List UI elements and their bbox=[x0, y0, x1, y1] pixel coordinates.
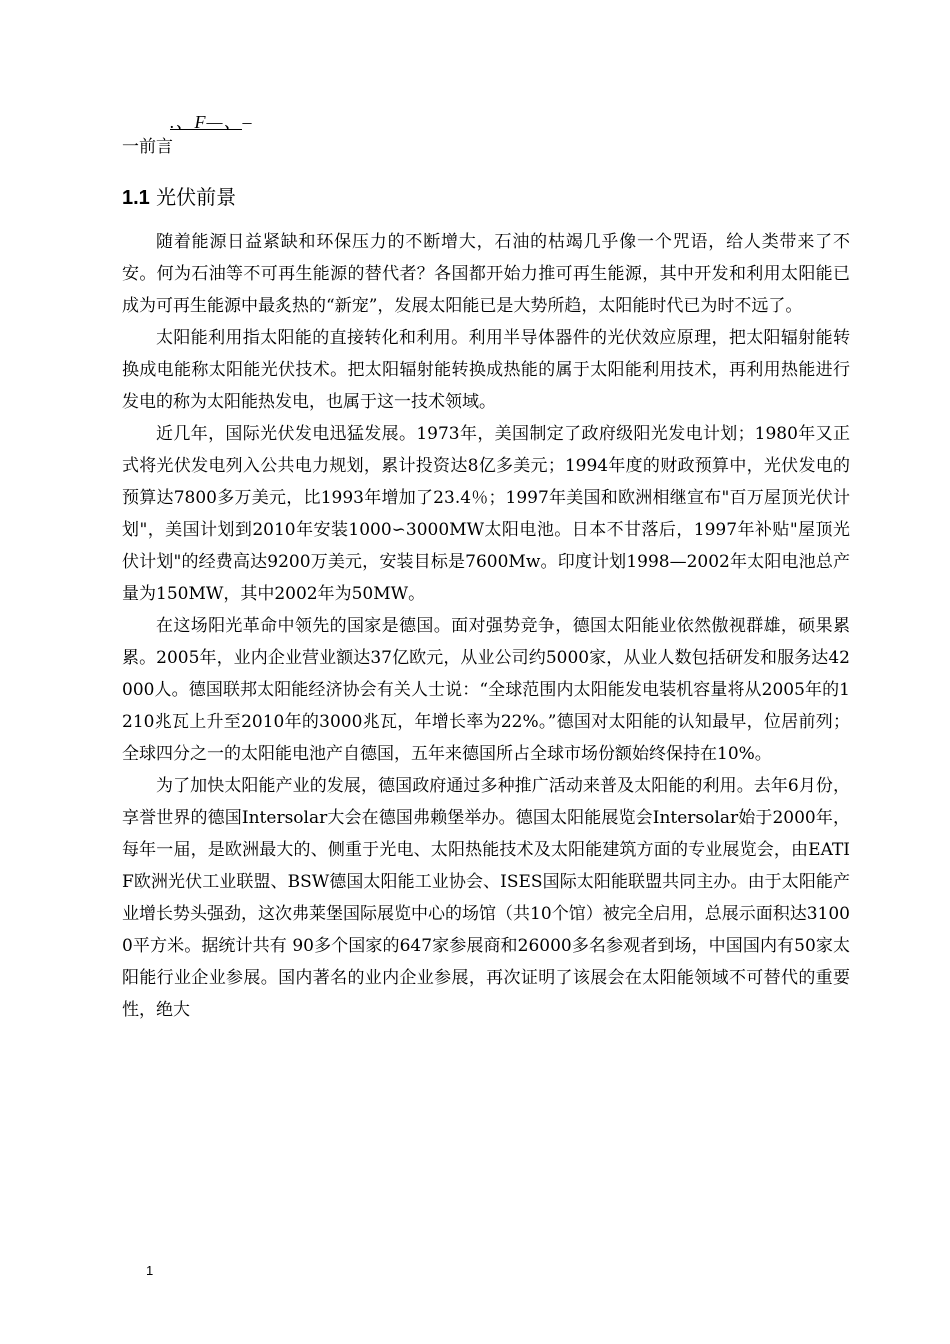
paragraph: 太阳能利用指太阳能的直接转化和利用。利用半导体器件的光伏效应原理，把太阳辐射能转换成电能称太阳能光伏技术。把太阳辐射能转换成热能的属于太阳能利用技术，再利用热能进行发电的称为太阳能热发电，也属于这一技术领域。 bbox=[122, 328, 850, 412]
preface-heading: 一前言 bbox=[122, 137, 173, 157]
section-heading bbox=[122, 181, 236, 210]
paragraph: 为了加快太阳能产业的发展，德国政府通过多种推广活动来普及太阳能的利用。去年6月份，享誉世界的德国Intersolar大会在德国弗赖堡举办。德国太阳能展览会Intersolar始于2000年，每年一届，是欧洲最大的、侧重于光电、太阳热能技术及太阳能建筑方面的专业展览会，由EATIF欧洲光伏工业联盟、BSW德国太阳能工业协会、ISES国际太阳能联盟共同主办。由于太阳能产业增长势头强劲，这次弗莱堡国际展览中心的场馆（共10个馆）被完全启用，总展示面积达31000平方米。据统计共有 90多个国家的647家参展商和26000多名参观者到场，中国国内有50家太阳能行业企业参展。国内著名的业内企业参展，再次证明了该展会在太阳能领域不可替代的重要性，绝大 bbox=[122, 776, 850, 1020]
paragraph: 随着能源日益紧缺和环保压力的不断增大，石油的枯竭几乎像一个咒语，给人类带来了不安。何为石油等不可再生能源的替代者？各国都开始力推可再生能源，其中开发和利用太阳能已成为可再生能源中最炙热的“新宠”，发展太阳能已是大势所趋，太阳能时代已为时不远了。 bbox=[122, 232, 850, 316]
paragraph: 在这场阳光革命中领先的国家是德国。面对强势竞争，德国太阳能业依然傲视群雄，硕果累累。2005年，业内企业营业额达37亿欧元，从业公司约5000家，从业人数包括研发和服务达42000人。德国联邦太阳能经济协会有关人士说：“全球范围内太阳能发电装机容量将从2005年的1210兆瓦上升至2010年的3000兆瓦，年增长率为22%。”德国对太阳能的认知最早，位居前列；全球四分之一的太阳能电池产自德国，五年来德国所占全球市场份额始终保持在10%。 bbox=[122, 616, 850, 764]
header-mark: .、F—、– bbox=[170, 112, 253, 132]
header-rule bbox=[170, 129, 242, 130]
body-text bbox=[122, 226, 850, 1026]
paragraph: 近几年，国际光伏发电迅猛发展。1973年，美国制定了政府级阳光发电计划；1980年又正式将光伏发电列入公共电力规划，累计投资达8亿多美元；1994年度的财政预算中，光伏发电的预算达7800多万美元，比1993年增加了23.4％；1997年美国和欧洲相继宣布"百万屋顶光伏计划"，美国计划到2010年安装1000∽3000MW太阳电池。日本不甘落后，1997年补贴"屋顶光伏计划"的经费高达9200万美元，安装目标是7600Mw。印度计划1998—2002年太阳电池总产量为150MW，其中2002年为50MW。 bbox=[122, 424, 850, 604]
section-title-text: 光伏前景 bbox=[156, 185, 237, 209]
page-number: 1 bbox=[146, 1263, 154, 1278]
section-number: 1.1 bbox=[122, 187, 150, 209]
